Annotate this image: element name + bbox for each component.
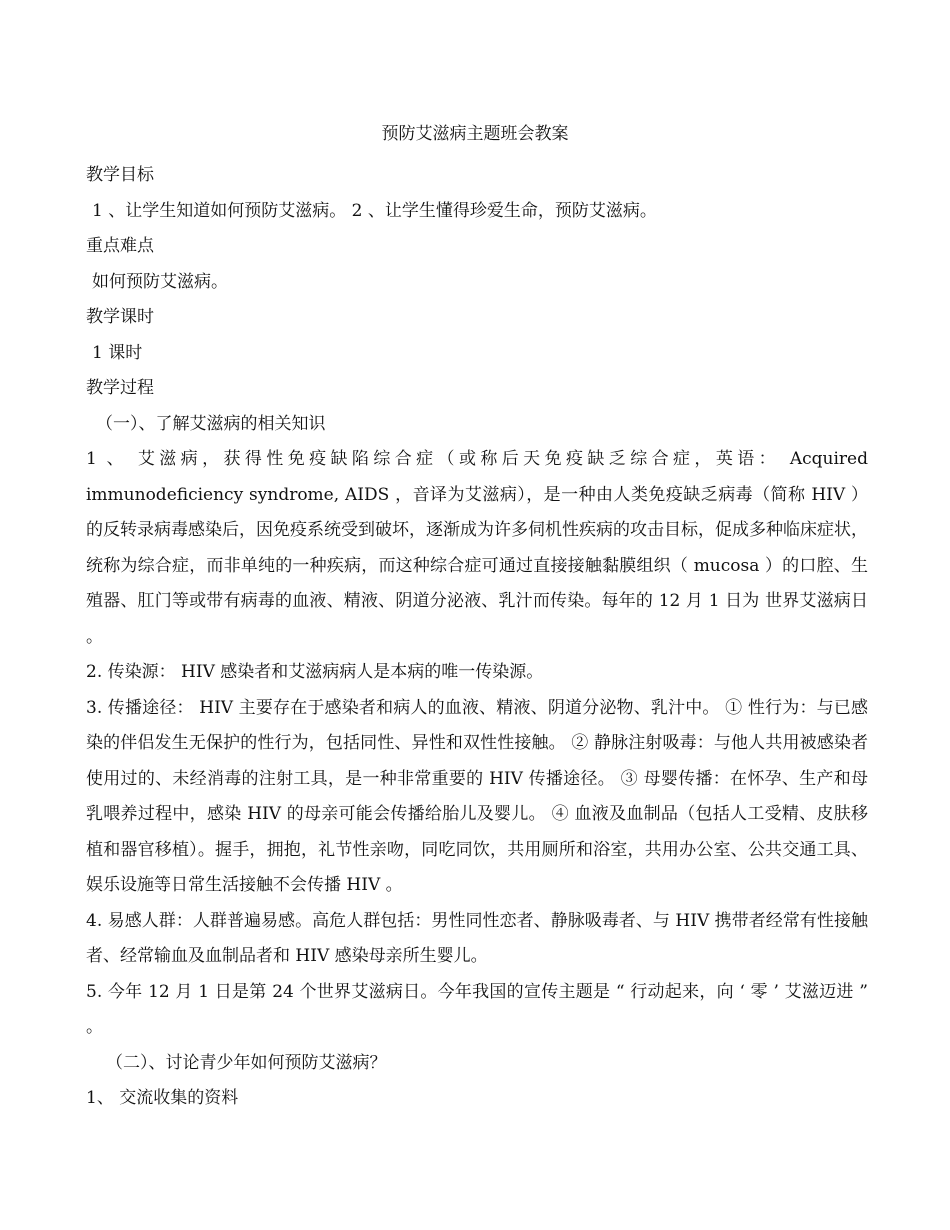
item2-paragraph: 2. 传染源： HIV 感染者和艾滋病病人是本病的唯一传染源。 (86, 662, 544, 682)
keypoints-heading: 重点难点 (86, 236, 154, 256)
part1-heading: （一）、了解艾滋病的相关知识 (96, 413, 326, 434)
item5-paragraph: 5. 今年 12 月 1 日是第 24 个世界艾滋病日。今年我国的宣传主题是 “ 行动起来，向 ‘ 零 ’ 艾滋迈进 ” 。 (86, 981, 868, 1037)
item4-paragraph: 4. 易感人群：人群普遍易感。高危人群包括：男性同性恋者、静脉吸毒者、与 HIV 携带者经常有性接触者、经常输血及血制品者和 HIV 感染母亲所生婴儿。 (86, 910, 868, 966)
item3-paragraph: 3. 传播途径： HIV 主要存在于感染者和病人的血液、精液、阴道分泌物、乳汁中。 ① 性行为：与已感染的伴侣发生无保护的性行为，包括同性、异性和双性性接触。 ② 静脉注射吸毒：与他人共用被感染者使用过的、未经消毒的注射工具，是一种非常重要的 HIV 传播途径。 ③ 母婴传播：在怀孕、生产和母乳喂养过程中，感染 HIV 的母亲可能会传播给胎儿及婴儿。 ④ 血液及血制品（包括人工受精、皮肤移植和器官移植）。握手，拥抱，礼节性亲吻，同吃同饮，共用厕所和浴室，共用办公室、公共交通工具、娱乐设施等日常生活接触不会传播 HIV 。 (86, 697, 868, 895)
keypoints-text: 如何预防艾滋病。 (92, 271, 228, 292)
part2-heading: （二）、讨论青少年如何预防艾滋病？ (106, 1052, 387, 1073)
part2-item1: 1、 交流收集的资料 (86, 1088, 239, 1108)
hours-text: 1 课时 (92, 342, 143, 363)
process-heading: 教学过程 (86, 378, 154, 398)
objectives-heading: 教学目标 (86, 165, 154, 185)
hours-heading: 教学课时 (86, 307, 154, 327)
document-body (86, 158, 868, 1117)
item1-paragraph: 1 、 艾滋病，获得性免疫缺陷综合症（或称后天免疫缺乏综合症，英语： Acquired immunodeficiency syndrome, AIDS ，音译为艾滋病），是一种由人类免疫缺乏病毒（简称 HIV ）的反转录病毒感染后，因免疫系统受到破坏，逐渐成为许多伺机性疾病的攻击目标，促成多种临床症状，统称为综合症，而非单纯的一种疾病，而这种综合症可通过直接接触黏膜组织（ mucosa ）的口腔、生殖器、肛门等或带有病毒的血液、精液、阴道分泌液、乳汁而传染。每年的 12 月 1 日为 世界艾滋病日 。 (86, 449, 868, 647)
document-title: 预防艾滋病主题班会教案 (381, 124, 569, 144)
objectives-text: 1 、让学生知道如何预防艾滋病。 2 、让学生懂得珍爱生命，预防艾滋病。 (92, 200, 657, 221)
